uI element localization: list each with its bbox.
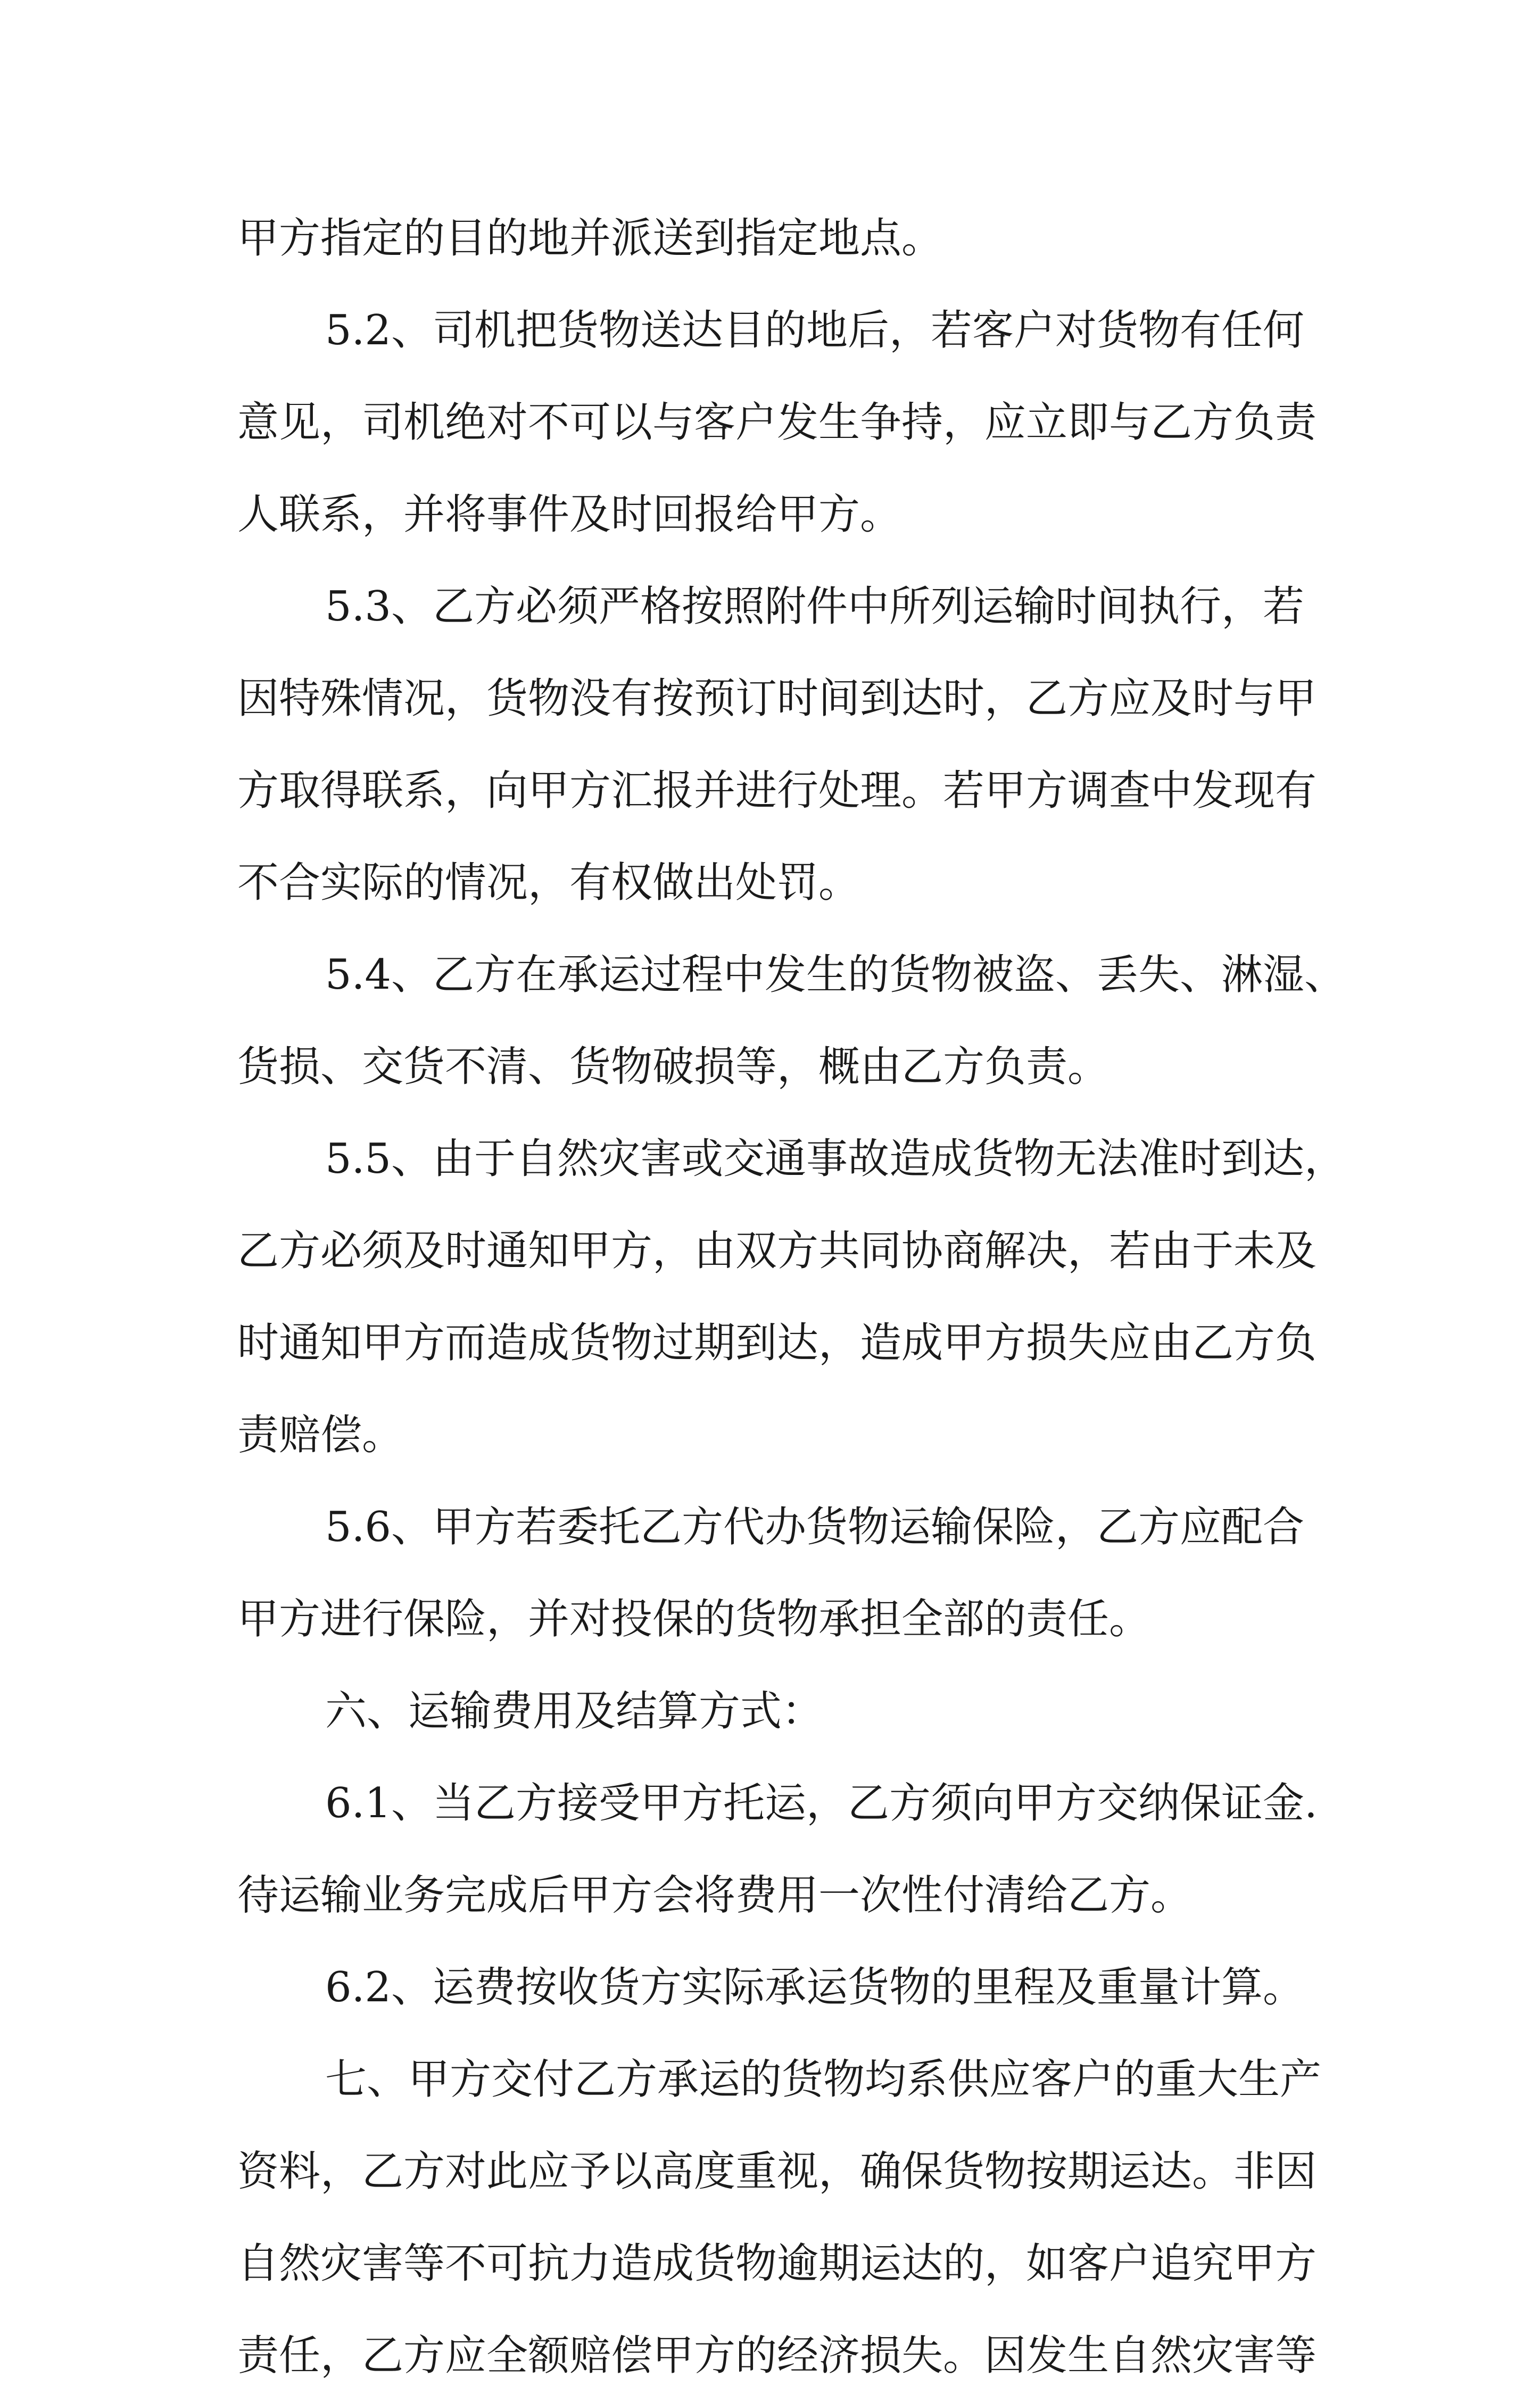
section-6-heading: 六、运输费用及结算方式： bbox=[325, 1687, 824, 1735]
text-line: 责任，乙方应全额赔偿甲方的经济损失。因发生自然灾害等 bbox=[237, 2332, 1317, 2380]
clause-6-1-start: 6.1、当乙方接受甲方托运，乙方须向甲方交纳保证金. bbox=[325, 1779, 1318, 1827]
clause-5-6-start: 5.6、甲方若委托乙方代办货物运输保险，乙方应配合 bbox=[325, 1503, 1305, 1551]
text-line: 方取得联系，向甲方汇报并进行处理。若甲方调查中发现有 bbox=[237, 767, 1317, 815]
text-line: 责赔偿。 bbox=[237, 1411, 404, 1459]
text-line: 甲方进行保险，并对投保的货物承担全部的责任。 bbox=[237, 1595, 1151, 1643]
text-line: 货损、交货不清、货物破损等，概由乙方负责。 bbox=[237, 1043, 1110, 1091]
text-line: 乙方必须及时通知甲方，由双方共同协商解决，若由于未及 bbox=[237, 1227, 1317, 1275]
clause-5-3-start: 5.3、乙方必须严格按照附件中所列运输时间执行，若 bbox=[325, 583, 1305, 631]
text-line: 待运输业务完成后甲方会将费用一次性付清给乙方。 bbox=[237, 1871, 1193, 1919]
text-line: 不合实际的情况，有权做出处罚。 bbox=[237, 859, 860, 907]
clause-5-2-start: 5.2、司机把货物送达目的地后，若客户对货物有任何 bbox=[325, 307, 1305, 354]
text-line: 意见，司机绝对不可以与客户发生争持，应立即与乙方负责 bbox=[237, 399, 1317, 446]
text-line: 因特殊情况，货物没有按预订时间到达时，乙方应及时与甲 bbox=[237, 675, 1317, 723]
section-7-start: 七、甲方交付乙方承运的货物均系供应客户的重大生产 bbox=[325, 2056, 1322, 2103]
text-line: 甲方指定的目的地并派送到指定地点。 bbox=[237, 214, 943, 262]
document-body bbox=[237, 193, 1346, 2402]
text-line: 自然灾害等不可抗力造成货物逾期运达的，如客户追究甲方 bbox=[237, 2240, 1317, 2288]
clause-5-5-start: 5.5、由于自然灾害或交通事故造成货物无法准时到达， bbox=[325, 1135, 1346, 1183]
text-line: 时通知甲方而造成货物过期到达，造成甲方损失应由乙方负 bbox=[237, 1319, 1317, 1367]
text-line: 资料，乙方对此应予以高度重视，确保货物按期运达。非因 bbox=[237, 2148, 1317, 2196]
text-line: 人联系，并将事件及时回报给甲方。 bbox=[237, 491, 902, 539]
clause-6-2: 6.2、运费按收货方实际承运货物的里程及重量计算。 bbox=[325, 1964, 1305, 2011]
clause-5-4-start: 5.4、乙方在承运过程中发生的货物被盗、丢失、淋湿、 bbox=[325, 951, 1346, 999]
